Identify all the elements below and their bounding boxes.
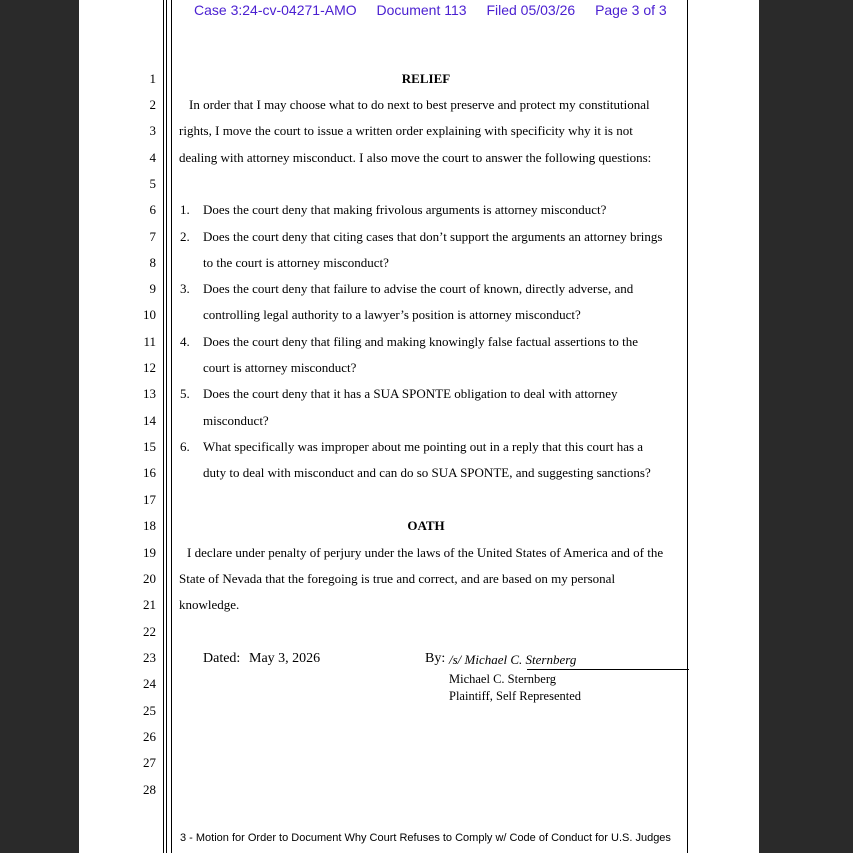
question-number: 6. — [180, 439, 190, 454]
right-margin-rule — [687, 0, 688, 853]
line-number: 15 — [143, 439, 156, 454]
line-number: 2 — [149, 97, 156, 112]
oath-paragraph-line: I declare under penalty of perjury under the laws of the United States of America and of the — [187, 545, 664, 560]
relief-heading: RELIEF — [401, 71, 451, 86]
relief-paragraph-line: dealing with attorney misconduct. I also move the court to answer the following questions: — [179, 150, 652, 165]
oath-heading: OATH — [407, 518, 445, 533]
by-label: By: — [425, 651, 446, 666]
line-number: 28 — [143, 782, 156, 797]
question-text: What specifically was improper about me pointing out in a reply that this court has a — [203, 439, 644, 454]
line-number: 27 — [143, 755, 156, 770]
line-number: 22 — [143, 624, 156, 639]
question-text: court is attorney misconduct? — [203, 360, 357, 375]
relief-paragraph-line: In order that I may choose what to do next to best preserve and protect my constitutional — [189, 97, 650, 112]
line-number: 23 — [143, 650, 156, 665]
line-number: 11 — [143, 334, 156, 349]
line-number: 6 — [149, 202, 156, 217]
line-number: 19 — [143, 545, 156, 560]
question-text: misconduct? — [203, 413, 269, 428]
question-text: Does the court deny that making frivolous arguments is attorney misconduct? — [203, 202, 607, 217]
page-footer: 3 - Motion for Order to Document Why Court Refuses to Comply w/ Code of Conduct for U.S. Judges — [180, 832, 671, 844]
document-number: Document 113 — [376, 2, 467, 18]
line-number: 12 — [143, 360, 156, 375]
line-number: 3 — [149, 123, 156, 138]
left-margin-rule-outer — [163, 0, 164, 853]
line-number: 13 — [143, 386, 156, 401]
question-number: 2. — [180, 229, 190, 244]
line-number: 17 — [143, 492, 156, 507]
dated-value: May 3, 2026 — [249, 651, 321, 666]
left-margin-rule — [171, 0, 172, 853]
line-number: 9 — [149, 281, 156, 296]
page-indicator: Page 3 of 3 — [595, 2, 667, 18]
question-number: 3. — [180, 281, 190, 296]
line-number: 16 — [143, 465, 156, 480]
relief-paragraph-line: rights, I move the court to issue a written order explaining with specificity why it is not — [179, 123, 633, 138]
line-number: 20 — [143, 571, 156, 586]
question-text: controlling legal authority to a lawyer’s position is attorney misconduct? — [203, 307, 581, 322]
line-number: 21 — [143, 597, 156, 612]
line-number: 4 — [149, 150, 156, 165]
question-number: 4. — [180, 334, 190, 349]
ecf-header — [194, 2, 683, 18]
question-number: 1. — [180, 202, 190, 217]
line-number: 24 — [143, 676, 156, 691]
line-number: 26 — [143, 729, 156, 744]
line-number: 8 — [149, 255, 156, 270]
filed-date: Filed 05/03/26 — [486, 2, 576, 18]
left-margin-rule-inner — [166, 0, 167, 853]
question-text: Does the court deny that filing and making knowingly false factual assertions to the — [203, 334, 639, 349]
question-text: to the court is attorney misconduct? — [203, 255, 389, 270]
question-number: 5. — [180, 386, 190, 401]
question-text: Does the court deny that citing cases that don’t support the arguments an attorney brings — [203, 229, 663, 244]
line-number: 1 — [149, 71, 156, 86]
question-text: duty to deal with misconduct and can do so SUA SPONTE, and suggesting sanctions? — [203, 465, 651, 480]
dated-label: Dated: — [203, 651, 241, 666]
question-text: Does the court deny that it has a SUA SPONTE obligation to deal with attorney — [203, 386, 618, 401]
line-number: 18 — [143, 518, 156, 533]
case-number: Case 3:24-cv-04271-AMO — [194, 2, 357, 18]
document-page — [79, 0, 759, 853]
signer-name: Michael C. Sternberg — [449, 672, 557, 686]
line-number: 5 — [149, 176, 156, 191]
line-number: 10 — [143, 307, 156, 322]
signer-role: Plaintiff, Self Represented — [449, 689, 582, 703]
oath-paragraph-line: knowledge. — [179, 597, 240, 612]
electronic-signature: /s/ Michael C. Sternberg — [449, 652, 577, 667]
line-number: 14 — [143, 413, 156, 428]
signature-line — [527, 669, 689, 670]
line-number: 25 — [143, 703, 156, 718]
oath-paragraph-line: State of Nevada that the foregoing is true and correct, and are based on my personal — [179, 571, 616, 586]
line-number: 7 — [149, 229, 156, 244]
question-text: Does the court deny that failure to advise the court of known, directly adverse, and — [203, 281, 634, 296]
